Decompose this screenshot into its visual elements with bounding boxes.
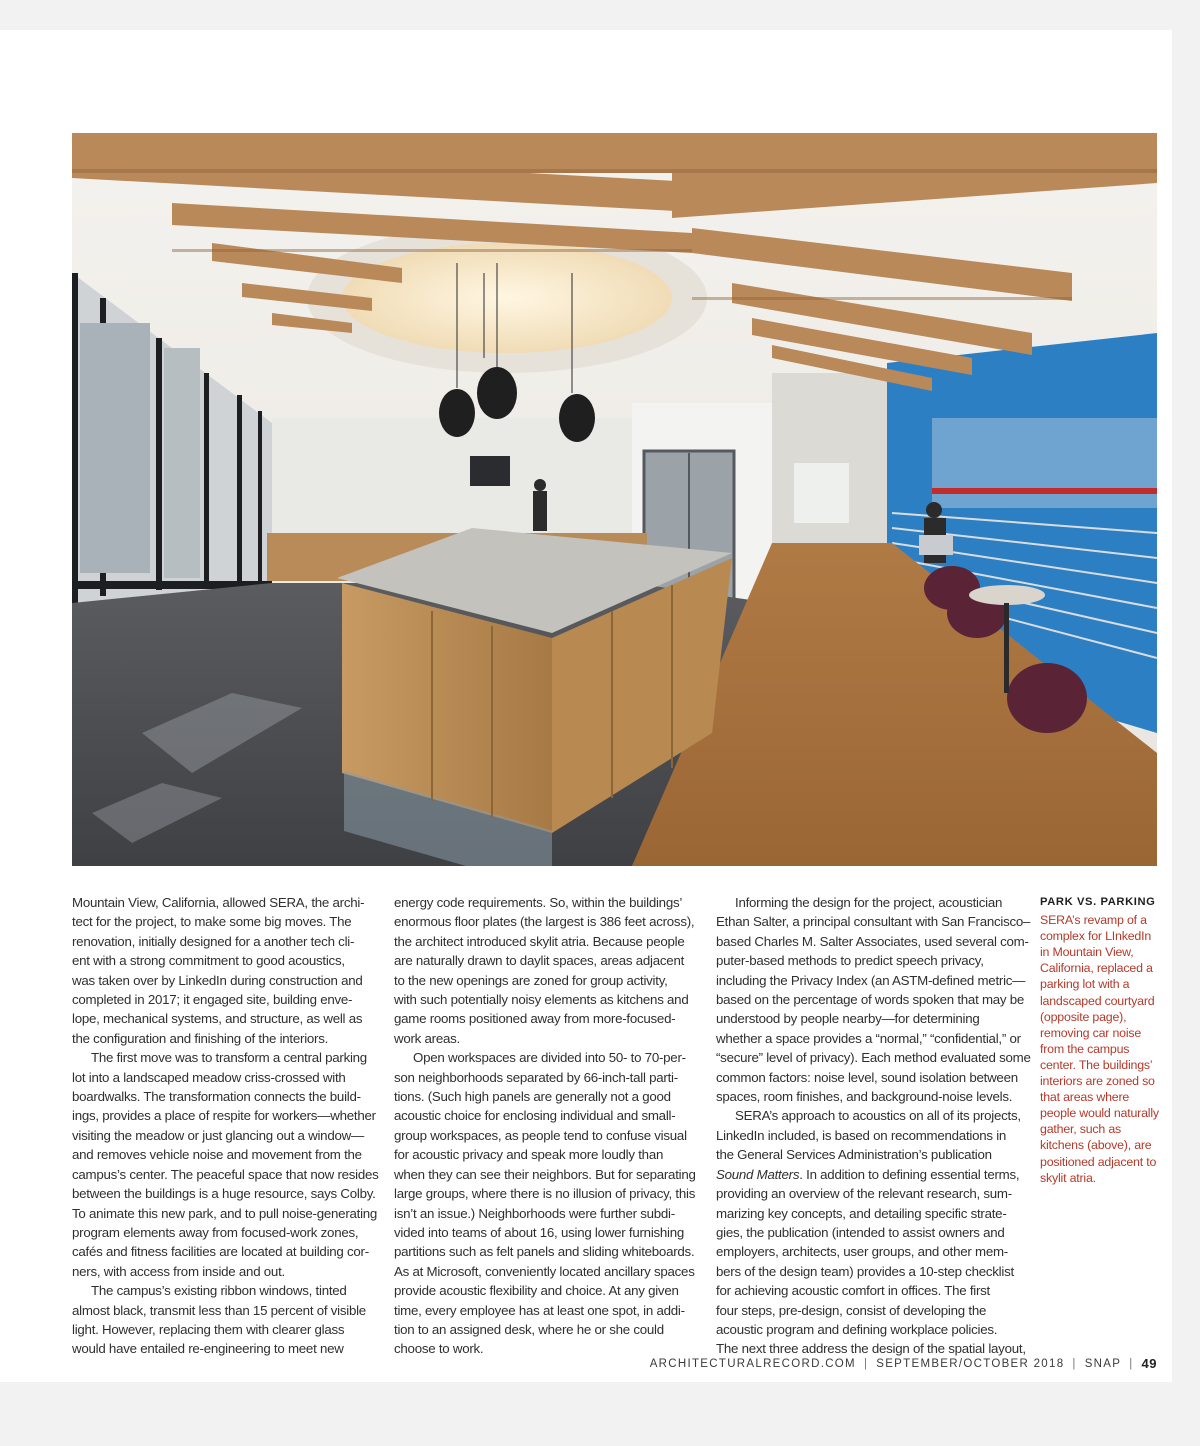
text-line: based Charles M. Salter Associates, used several com- [716,933,1029,949]
caption-line: California, replaced a [1040,961,1153,976]
text-line: ent with a strong commitment to good acoustics, [72,953,345,969]
text-line: tion to an assigned desk, where he or she could [394,1321,664,1337]
text-line: employers, architects, user groups, and other mem- [716,1244,1008,1260]
footer-section: SNAP [1084,1357,1122,1370]
text-line: puter-based methods to predict speech privacy, [716,953,984,969]
caption-line: from the campus [1040,1041,1130,1056]
text-line: campus’s center. The peaceful space that now resides [72,1166,379,1182]
text-line: the architect introduced skylit atria. Because people [394,933,685,949]
text-line: Informing the design for the project, acoustician [735,895,1003,910]
text-line: acoustic choice for enclosing individual and small- [394,1108,676,1124]
text-line: almost black, transmit less than 15 percent of visible [72,1302,366,1318]
text-line: choose to work. [394,1341,484,1357]
text-line: would have entailed re-engineering to meet new [72,1341,344,1357]
caption-line: in Mountain View, [1040,945,1134,960]
text-line: common factors: noise level, sound isolation between [716,1069,1018,1085]
text-line: cafés and fitness facilities are located at building cor- [72,1244,369,1260]
text-line: time, every employee has at least one spot, in addi- [394,1302,685,1318]
text-line: visiting the meadow or just glancing out a window— [72,1127,365,1143]
caption-line: complex for LInkedIn [1040,929,1152,944]
text-line: including the Privacy Index (an ASTM-defined metric— [716,972,1026,988]
caption-line: SERA’s revamp of a [1040,913,1147,928]
text-line: for achieving acoustic comfort in offices. The first [716,1283,990,1299]
text-line: when they can see their neighbors. But for separating [394,1166,696,1182]
text-line: large groups, where there is no illusion of privacy, this [394,1186,696,1202]
text-line: with such potentially noisy elements as kitchens and [394,992,689,1008]
text-line: understood by people nearby—for determining [716,1011,980,1027]
text-line: light. However, replacing them with clearer glass [72,1321,345,1337]
caption-line: removing car noise [1040,1025,1142,1040]
caption-line: interiors are zoned so [1040,1074,1155,1089]
text-line: based on the percentage of words spoken that may be [716,992,1025,1008]
text-line: gies, the publication (intended to assist owners and [716,1224,1005,1240]
text-line: To animate this new park, and to pull noise-generating [72,1205,378,1221]
footer-separator: | [1072,1357,1077,1370]
text-line: group workspaces, as people tend to confuse visual [394,1127,687,1143]
page-footer [650,1356,1157,1371]
article-column-3 [716,893,1031,1359]
text-line: renovation, initially designed for a another tech cli- [72,933,355,949]
caption-line: parking lot with a [1040,977,1130,992]
text-line: SERA’s approach to acoustics on all of its projects, [735,1108,1021,1124]
text-line: The campus’s existing ribbon windows, tinted [91,1283,347,1299]
text-line: are naturally drawn to daylit spaces, areas adjacent [394,953,685,969]
text-line: tions. (Such high panels are generally not a good [394,1089,671,1105]
text-line: acoustic program and defining workplace policies. [716,1321,998,1337]
text-line: four steps, pre-design, consist of developing the [716,1302,987,1318]
text-line: The first move was to transform a central parking [91,1050,367,1066]
text-line: to the new openings are zoned for group activity, [394,972,668,988]
interior-photo [72,133,1157,866]
text-line: enormous floor plates (the largest is 386 feet across), [394,914,695,930]
text-line: the General Services Administration’s publication [716,1147,992,1163]
text-line: for acoustic privacy and speak more loudly than [394,1147,664,1163]
text-line: Ethan Salter, a principal consultant with San Francisco– [716,914,1031,930]
text-line: ings, provides a place of respite for workers—whether [72,1108,376,1124]
caption-line: landscaped courtyard [1040,993,1155,1008]
text-line: LinkedIn included, is based on recommendations in [716,1127,1007,1143]
text-line: tect for the project, to make some big moves. The [72,914,352,930]
text-line: lope, mechanical systems, and structure, as well as [72,1011,363,1027]
text-line: “secure” level of privacy). Each method evaluated some [716,1050,1031,1066]
text-line: spaces, room finishes, and background-noise levels. [716,1089,1013,1105]
footer-separator: | [863,1357,869,1370]
text-line: isn’t an issue.) Neighborhoods were further subdi- [394,1205,675,1221]
footer-site: ARCHITECTURALRECORD.COM [649,1357,856,1370]
text-line: game rooms positioned away from more-focused- [394,1011,676,1027]
caption-line: people would naturally [1040,1106,1159,1121]
text-line: partitions such as felt panels and sliding whiteboards. [394,1244,695,1260]
text-line: Open workspaces are divided into 50- to 70-per- [413,1050,686,1066]
text-line: energy code requirements. So, within the buildings’ [394,895,683,910]
text-line: program elements away from focused-work zones, [72,1224,359,1240]
text-line: and removes vehicle noise and movement from the [72,1147,362,1163]
text-line: Mountain View, California, allowed SERA, the archi- [72,895,365,910]
article-column-1 [72,893,379,1359]
text-line: whether a space provides a “normal,” “confidential,” or [716,1030,1021,1046]
text-line: lot into a landscaped meadow criss-crossed with [72,1069,346,1085]
caption-heading: PARK VS. PARKING [1040,896,1156,908]
text-line: bers of the design team) provides a 10-step checklist [716,1263,1014,1279]
article-column-2 [394,893,694,1359]
caption-line: kitchens (above), are [1040,1138,1152,1153]
text-line: completed in 2017; it engaged site, building enve- [72,992,353,1008]
text-line: ners, with access from inside and out. [72,1263,285,1279]
text-line: vided into teams of about 16, using lower furnishing [394,1224,685,1240]
page-number: 49 [1141,1356,1157,1371]
photo-caption-sidebar [1040,894,1162,1186]
text-line: was taken over by LinkedIn during construction and [72,972,363,988]
text-line: provide acoustic flexibility and choice. At any given [394,1283,679,1299]
caption-line: positioned adjacent to [1040,1154,1157,1169]
footer-separator: | [1129,1357,1134,1370]
text-line: The next three address the design of the spatial layout, [716,1341,1026,1357]
caption-line: that areas where [1040,1090,1130,1105]
text-line: Sound Matters. In addition to defining essential terms, [716,1166,1020,1182]
caption-line: (opposite page), [1040,1009,1127,1024]
caption-line: center. The buildings’ [1040,1057,1153,1072]
text-line: marizing key concepts, and detailing specific strate- [716,1205,1007,1221]
text-line: providing an overview of the relevant research, sum- [716,1186,1012,1202]
text-line: the configuration and finishing of the interiors. [72,1030,329,1046]
footer-issue: SEPTEMBER/OCTOBER 2018 [876,1357,1065,1370]
text-line: work areas. [394,1030,460,1046]
text-line: boardwalks. The transformation connects the build- [72,1089,361,1105]
caption-line: skylit atria. [1040,1170,1096,1185]
text-line: son neighborhoods separated by 66-inch-tall parti- [394,1069,678,1085]
text-line: between the buildings is a huge resource, says Colby. [72,1186,376,1202]
caption-line: gather, such as [1040,1122,1122,1137]
text-line: As at Microsoft, conveniently located ancillary spaces [394,1263,695,1279]
